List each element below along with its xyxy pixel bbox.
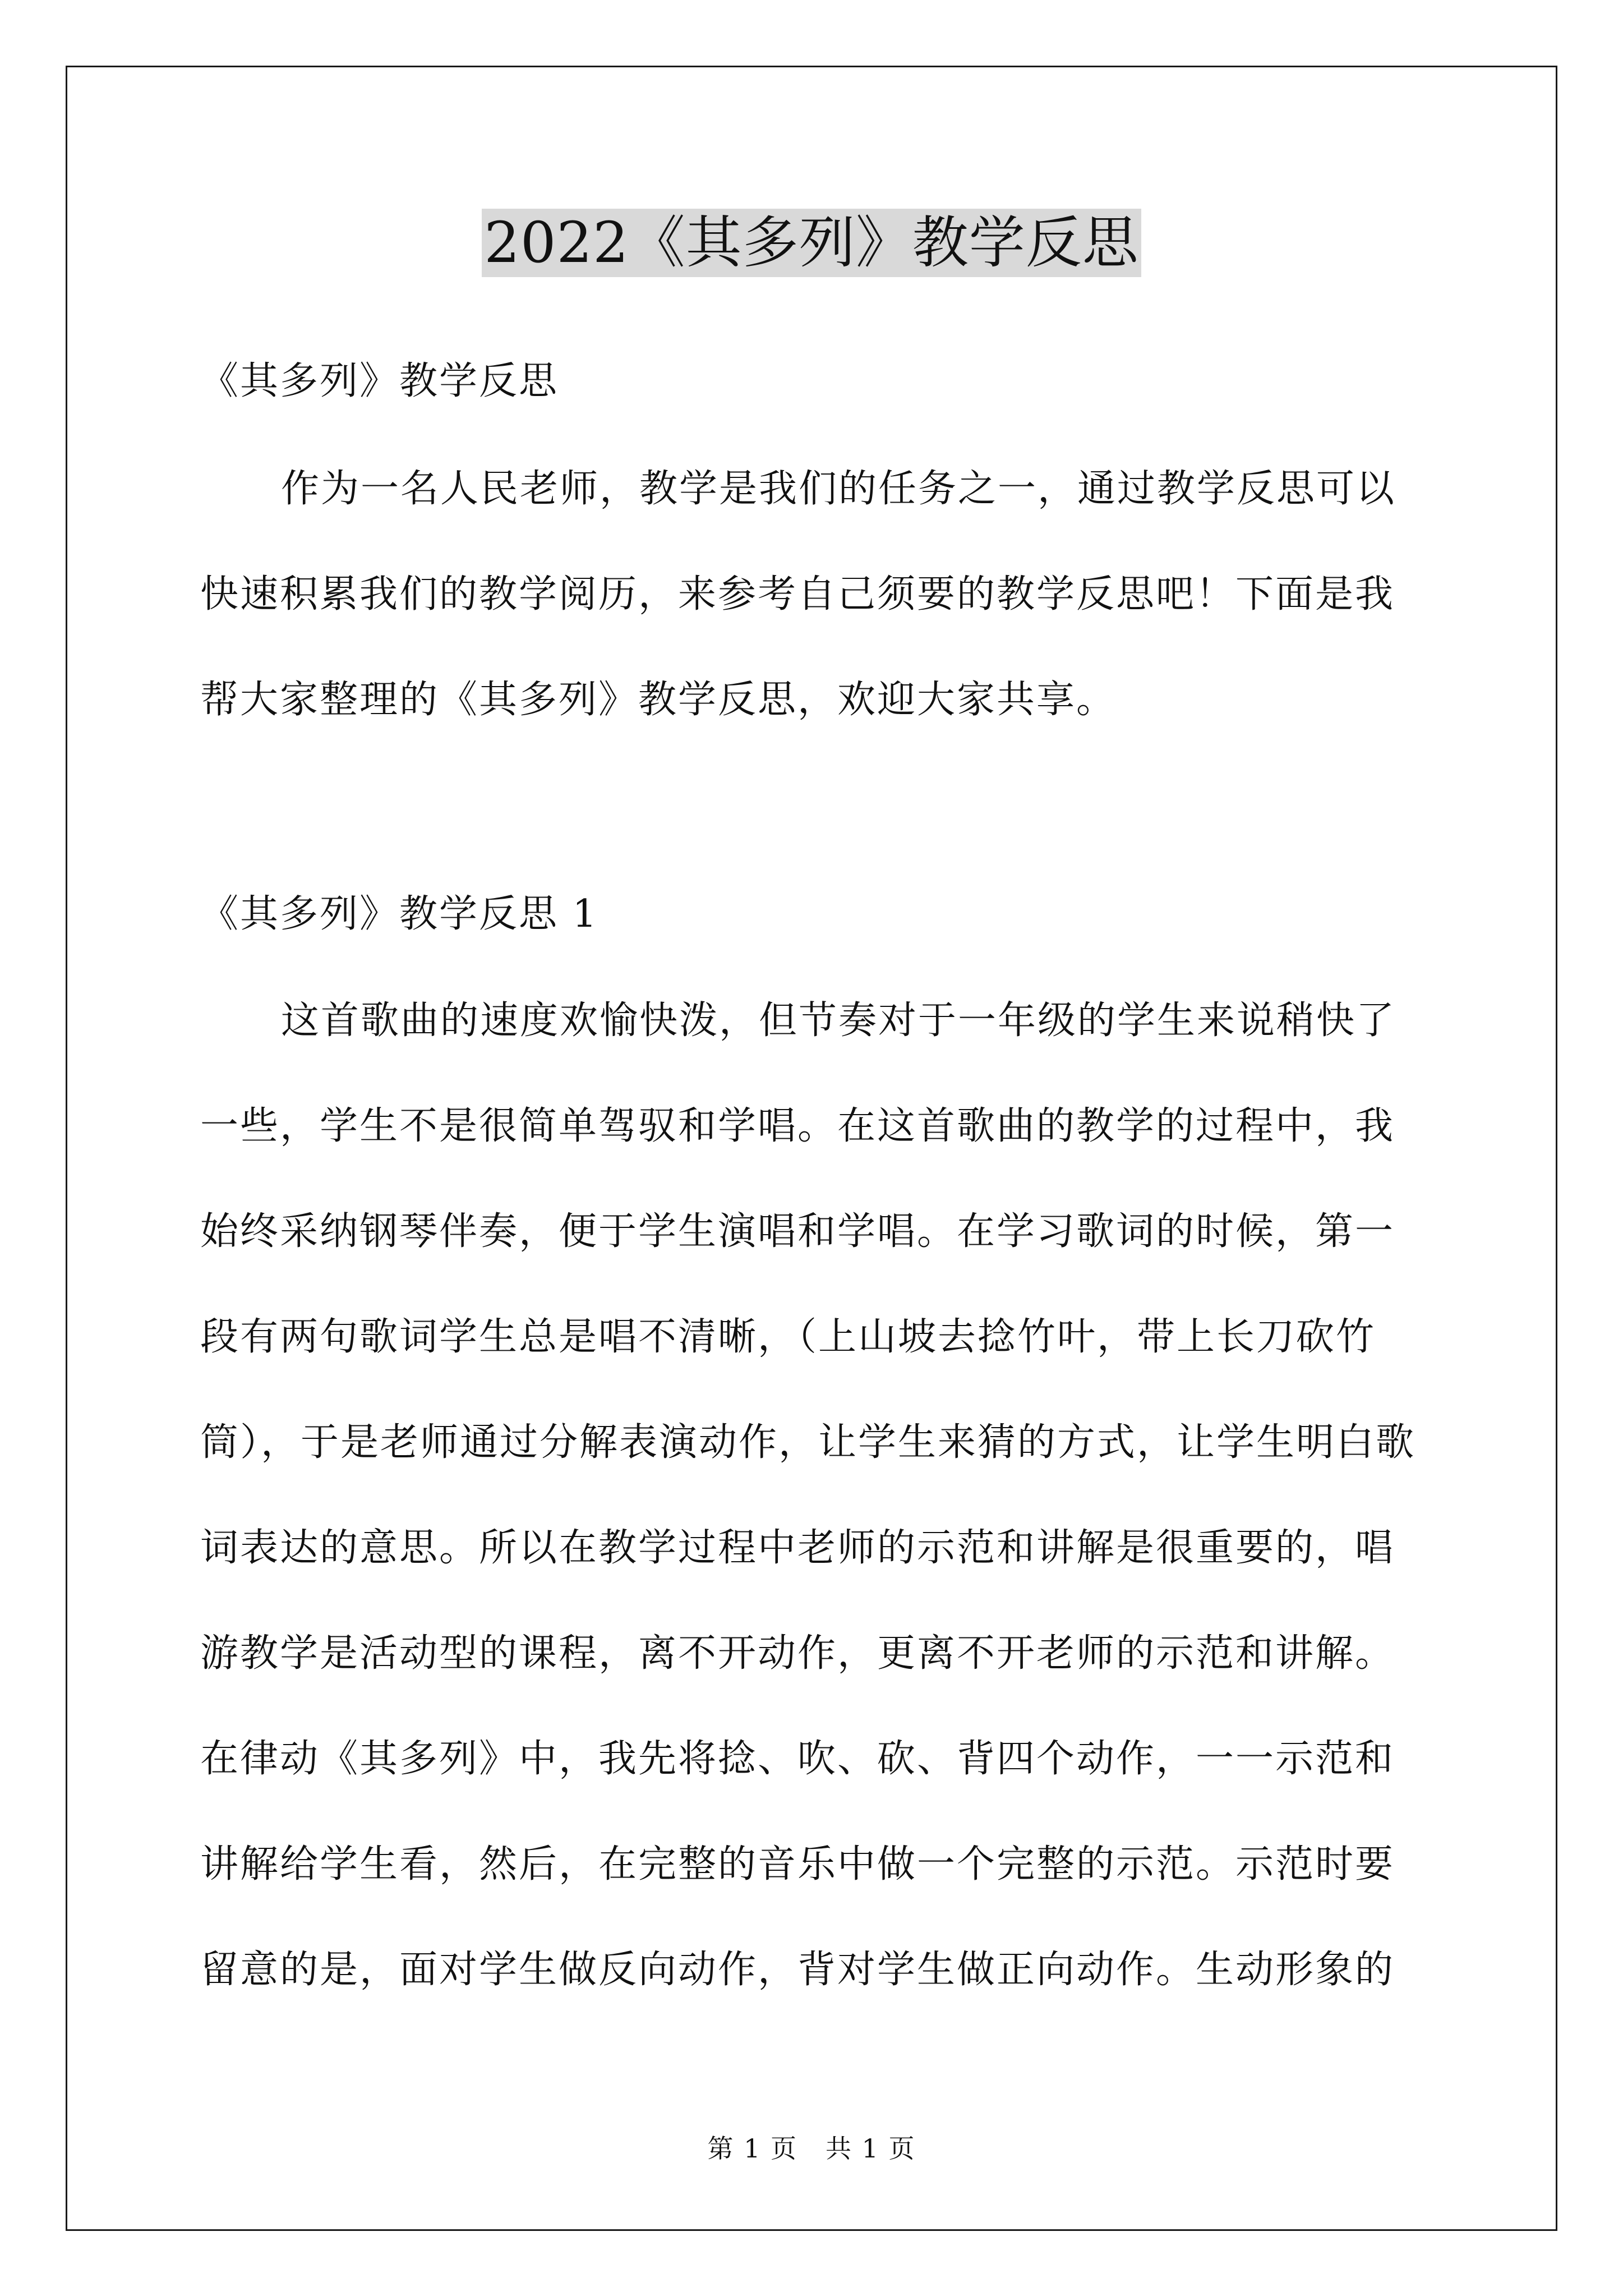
paragraph-line: 词表达的意思。所以在教学过程中老师的示范和讲解是很重要的，唱	[200, 1526, 1395, 1570]
page-number: 第 1 页	[707, 2133, 797, 2164]
page-total: 共 1 页	[826, 2133, 916, 2164]
paragraph-line: 在律动《其多列》中，我先将捻、吹、砍、背四个动作，一一示范和	[200, 1737, 1395, 1781]
paragraph-line: 段有两句歌词学生总是唱不清晰，（上山坡去捻竹叶，带上长刀砍竹	[200, 1315, 1376, 1359]
document-subtitle: 《其多列》教学反思	[200, 359, 559, 403]
paragraph-line: 这首歌曲的速度欢愉快泼，但节奏对于一年级的学生来说稍快了	[281, 999, 1396, 1043]
paragraph-line: 留意的是，面对学生做反向动作，背对学生做正向动作。生动形象的	[200, 1948, 1395, 1992]
intro-paragraph	[200, 436, 1434, 753]
page-footer	[0, 2132, 1623, 2165]
paragraph-line: 讲解给学生看，然后，在完整的音乐中做一个完整的示范。示范时要	[200, 1842, 1395, 1887]
paragraph-line: 游教学是活动型的课程，离不开动作，更离不开老师的示范和讲解。	[200, 1631, 1395, 1676]
paragraph-line: 始终采纳钢琴伴奏，便于学生演唱和学唱。在学习歌词的时候，第一	[200, 1209, 1395, 1254]
paragraph-line: 帮大家整理的《其多列》教学反思，欢迎大家共享。	[200, 678, 1117, 722]
section-heading: 《其多列》教学反思 1	[200, 892, 598, 936]
paragraph-line: 筒），于是老师通过分解表演动作，让学生来猜的方式，让学生明白歌	[200, 1420, 1416, 1465]
paragraph-line: 一些，学生不是很简单驾驭和学唱。在这首歌曲的教学的过程中，我	[200, 1104, 1395, 1148]
section-paragraph	[200, 968, 1434, 2023]
paragraph-line: 作为一名人民老师，教学是我们的任务之一，通过教学反思可以	[281, 467, 1396, 511]
title-container	[0, 209, 1623, 277]
document-title: 2022《其多列》教学反思	[482, 209, 1141, 277]
paragraph-line: 快速积累我们的教学阅历，来参考自己须要的教学反思吧！下面是我	[200, 572, 1395, 616]
